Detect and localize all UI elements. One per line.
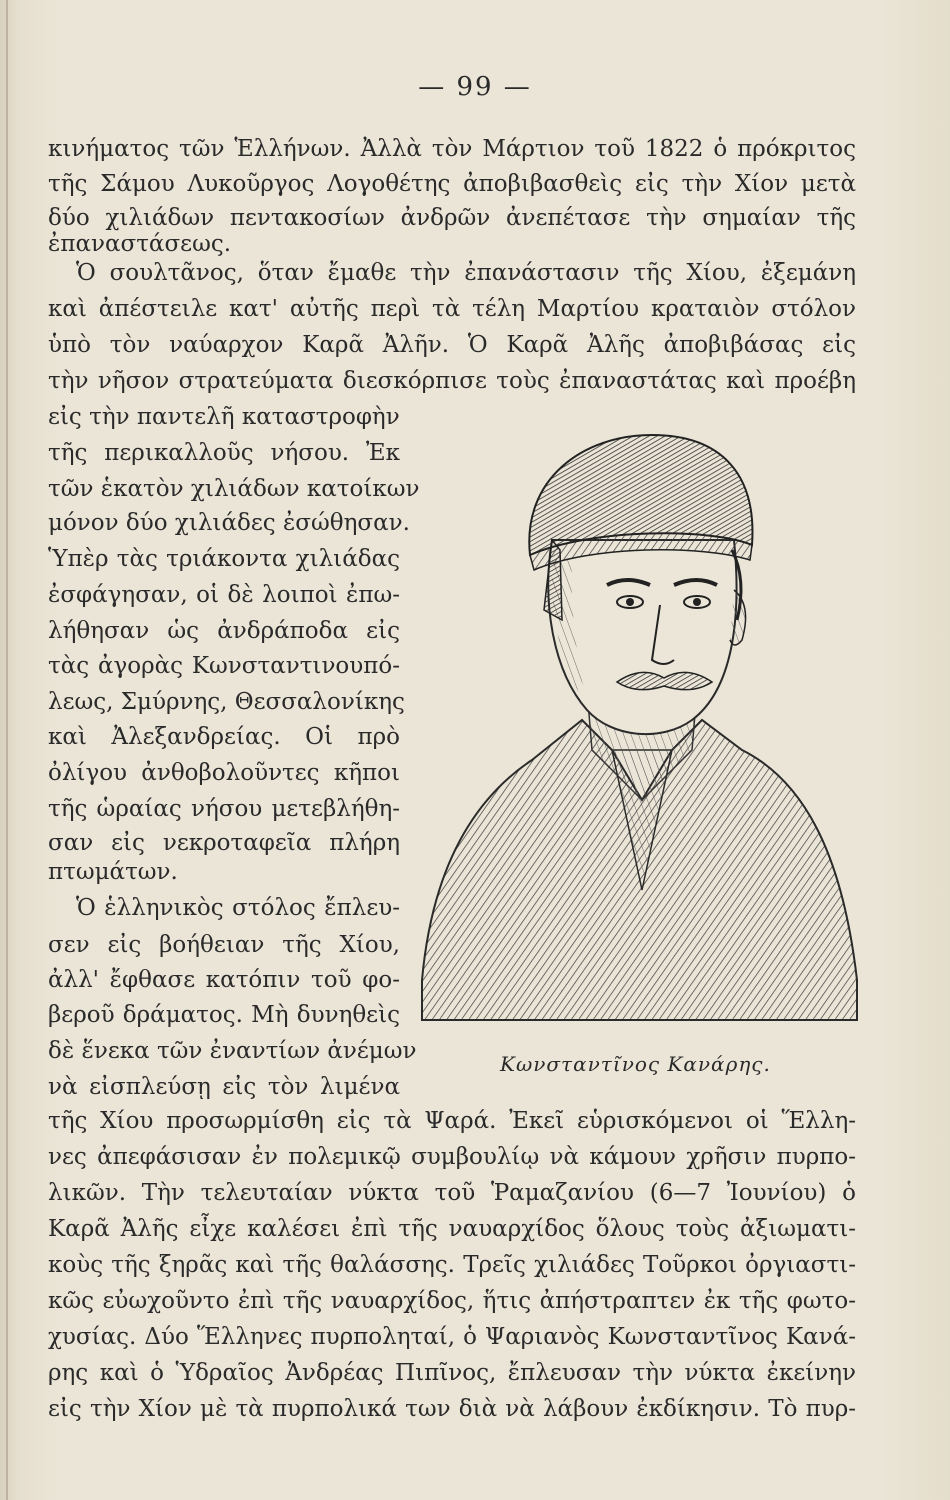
text-line: κῶς εὐωχοῦντο ἐπὶ τῆς ναυαρχίδος, ἥτις ἀπήστραπτεν ἐκ τῆς φωτο- xyxy=(48,1288,856,1314)
text-line: λήθησαν ὡς ἀνδράποδα εἰς xyxy=(48,618,400,644)
page-number: — 99 — xyxy=(418,72,532,102)
text-line: τὰς ἀγορὰς Κωνσταντινουπό- xyxy=(48,653,400,679)
text-line: δύο χιλιάδων πεντακοσίων ἀνδρῶν ἀνεπέτασε τὴν σημαίαν τῆς xyxy=(48,205,856,231)
text-line: ρης καὶ ὁ Ὑδραῖος Ἀνδρέας Πιπῖνος, ἔπλευσαν τὴν νύκτα ἐκείνην xyxy=(48,1360,856,1386)
text-line: βεροῦ δράματος. Μὴ δυνηθεὶς xyxy=(48,1002,400,1028)
text-line: σεν εἰς βοήθειαν τῆς Χίου, xyxy=(48,932,400,958)
text-line: Ὑπὲρ τὰς τριάκοντα χιλιάδας xyxy=(48,546,400,572)
text-line: μόνον δύο χιλιάδες ἐσώθησαν. xyxy=(48,510,410,536)
text-line: ὑπὸ τὸν ναύαρχον Καρᾶ Ἀλῆν. Ὁ Καρᾶ Ἀλῆς ἀποβιβάσας εἰς xyxy=(48,332,856,358)
text-line: τῶν ἑκατὸν χιλιάδων κατοίκων xyxy=(48,476,420,502)
text-line: Καρᾶ Ἀλῆς εἶχε καλέσει ἐπὶ τῆς ναυαρχίδος ὅλους τοὺς ἀξιωματι- xyxy=(48,1216,856,1242)
text-line: ὀλίγου ἀνθοβολοῦντες κῆποι xyxy=(48,760,400,786)
text-line: καὶ ἀπέστειλε κατ' αὐτῆς περὶ τὰ τέλη Μαρτίου κραταιὸν στόλον xyxy=(48,296,856,322)
text-line: τὴν νῆσον στρατεύματα διεσκόρπισε τοὺς ἐπαναστάτας καὶ προέβη xyxy=(48,368,856,394)
text-line: τῆς Χίου προσωρμίσθη εἰς τὰ Ψαρά. Ἐκεῖ εὑρισκόμενοι οἱ Ἕλλη- xyxy=(48,1108,856,1134)
text-line: λεως, Σμύρνης, Θεσσαλονίκης xyxy=(48,689,405,715)
page-edge-rule xyxy=(6,0,8,1500)
text-line: εἰς τὴν Χίον μὲ τὰ πυρπολικά των διὰ νὰ λάβουν ἐκδίκησιν. Τὸ πυρ- xyxy=(48,1396,856,1422)
text-line: σαν εἰς νεκροταφεῖα πλήρη xyxy=(48,830,400,856)
text-line: χυσίας. Δύο Ἕλληνες πυρποληταί, ὁ Ψαριανὸς Κωνσταντῖνος Κανά- xyxy=(48,1324,856,1350)
text-line: Ὁ ἑλληνικὸς στόλος ἔπλευ- xyxy=(76,895,400,921)
text-line: εἰς τὴν παντελῆ καταστροφὴν xyxy=(48,404,400,430)
text-line: νὰ εἰσπλεύσῃ εἰς τὸν λιμένα xyxy=(48,1074,400,1100)
portrait-engraving xyxy=(412,420,864,1040)
text-line: τῆς ὡραίας νήσου μετεβλήθη- xyxy=(48,796,400,822)
text-line: κοὺς τῆς ξηρᾶς καὶ τῆς θαλάσσης. Τρεῖς χιλιάδες Τοῦρκοι ὀργιαστι- xyxy=(48,1252,856,1278)
portrait-caption: Κωνσταντῖνος Κανάρης. xyxy=(500,1052,771,1076)
text-line: δὲ ἕνεκα τῶν ἐναντίων ἀνέμων xyxy=(48,1038,417,1064)
face xyxy=(548,540,736,734)
text-line: πτωμάτων. xyxy=(48,859,178,885)
text-line: καὶ Ἀλεξανδρείας. Οἱ πρὸ xyxy=(48,724,400,750)
text-line: τῆς Σάμου Λυκοῦργος Λογοθέτης ἀποβιβασθεὶς εἰς τὴν Χίον μετὰ xyxy=(48,171,856,197)
text-line: ἐσφάγησαν, οἱ δὲ λοιποὶ ἐπω- xyxy=(48,582,400,608)
text-line: λικῶν. Τὴν τελευταίαν νύκτα τοῦ Ῥαμαζανίου (6—7 Ἰουνίου) ὁ xyxy=(48,1180,856,1206)
text-line: νες ἀπεφάσισαν ἐν πολεμικῷ συμβουλίῳ νὰ κάμουν χρῆσιν πυρπο- xyxy=(48,1144,856,1170)
text-line: ἀλλ' ἔφθασε κατόπιν τοῦ φο- xyxy=(48,967,400,993)
text-line: Ὁ σουλτᾶνος, ὅταν ἔμαθε τὴν ἐπανάστασιν τῆς Χίου, ἐξεμάνη xyxy=(76,260,856,286)
text-line: κινήματος τῶν Ἑλλήνων. Ἀλλὰ τὸν Μάρτιον τοῦ 1822 ὁ πρόκριτος xyxy=(48,136,856,162)
text-line: ἐπαναστάσεως. xyxy=(48,231,232,257)
text-line: τῆς περικαλλοῦς νήσου. Ἐκ xyxy=(48,440,400,466)
